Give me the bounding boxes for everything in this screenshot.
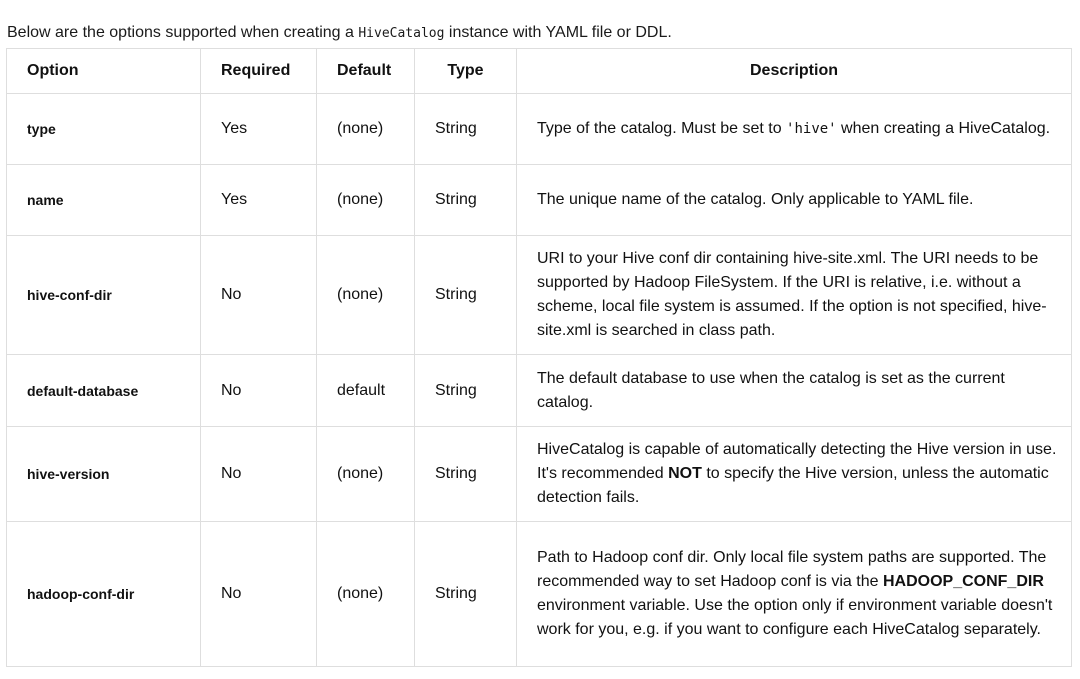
description-cell: URI to your Hive conf dir containing hive-site.xml. The URI needs to be supported by Hadoop FileSystem. If the URI is relative, i.e. without a scheme, local file system is assumed. If the option is not specified, hive-site.xml is searched in class path. <box>517 236 1072 355</box>
option-cell: type <box>7 94 201 165</box>
option-cell: hive-version <box>7 427 201 522</box>
description-text: Type of the catalog. Must be set to <box>537 120 787 137</box>
description-cell <box>517 522 1072 667</box>
required-cell: Yes <box>201 94 317 165</box>
intro-prefix: Below are the options supported when creating a <box>7 24 359 41</box>
table-row <box>7 94 1072 165</box>
description-cell: The unique name of the catalog. Only applicable to YAML file. <box>517 165 1072 236</box>
description-text: HiveCatalog is capable of automatically detecting the Hive version in use. It's recommended <box>537 441 1057 482</box>
description-code: 'hive' <box>786 121 837 137</box>
default-cell: (none) <box>317 427 415 522</box>
header-default: Default <box>317 49 415 94</box>
header-option: Option <box>7 49 201 94</box>
type-cell: String <box>415 236 517 355</box>
option-cell: default-database <box>7 355 201 427</box>
intro-text <box>7 23 672 44</box>
header-required: Required <box>201 49 317 94</box>
default-cell: (none) <box>317 94 415 165</box>
option-cell: name <box>7 165 201 236</box>
table-row <box>7 355 1072 427</box>
intro-suffix: instance with YAML file or DDL. <box>444 24 672 41</box>
default-cell: (none) <box>317 522 415 667</box>
table-row <box>7 522 1072 667</box>
header-type: Type <box>415 49 517 94</box>
intro-code: HiveCatalog <box>358 26 445 41</box>
table-row <box>7 236 1072 355</box>
required-cell: Yes <box>201 165 317 236</box>
type-cell: String <box>415 427 517 522</box>
table-row <box>7 165 1072 236</box>
options-table <box>6 48 1072 667</box>
default-cell: default <box>317 355 415 427</box>
option-cell: hadoop-conf-dir <box>7 522 201 667</box>
required-cell: No <box>201 236 317 355</box>
type-cell: String <box>415 522 517 667</box>
description-text: environment variable. Use the option only if environment variable doesn't work for you, e.g. if you want to configure each HiveCatalog separately. <box>537 597 1053 638</box>
description-emphasis: NOT <box>668 465 702 482</box>
required-cell: No <box>201 427 317 522</box>
type-cell: String <box>415 165 517 236</box>
type-cell: String <box>415 355 517 427</box>
description-emphasis: HADOOP_CONF_DIR <box>882 573 1044 590</box>
default-cell: (none) <box>317 236 415 355</box>
required-cell: No <box>201 355 317 427</box>
description-text: Path to Hadoop conf dir. Only local file system paths are supported. The recommended way to set Hadoop conf is via the <box>537 549 1047 590</box>
description-cell: The default database to use when the catalog is set as the current catalog. <box>517 355 1072 427</box>
table-row <box>7 427 1072 522</box>
default-cell: (none) <box>317 165 415 236</box>
description-cell <box>517 427 1072 522</box>
description-text: when creating a HiveCatalog. <box>836 120 1051 137</box>
table-header-row <box>7 49 1072 94</box>
option-cell: hive-conf-dir <box>7 236 201 355</box>
header-description: Description <box>517 49 1072 94</box>
description-cell <box>517 94 1072 165</box>
description-text: to specify the Hive version, unless the automatic detection fails. <box>537 465 1049 506</box>
required-cell: No <box>201 522 317 667</box>
type-cell: String <box>415 94 517 165</box>
